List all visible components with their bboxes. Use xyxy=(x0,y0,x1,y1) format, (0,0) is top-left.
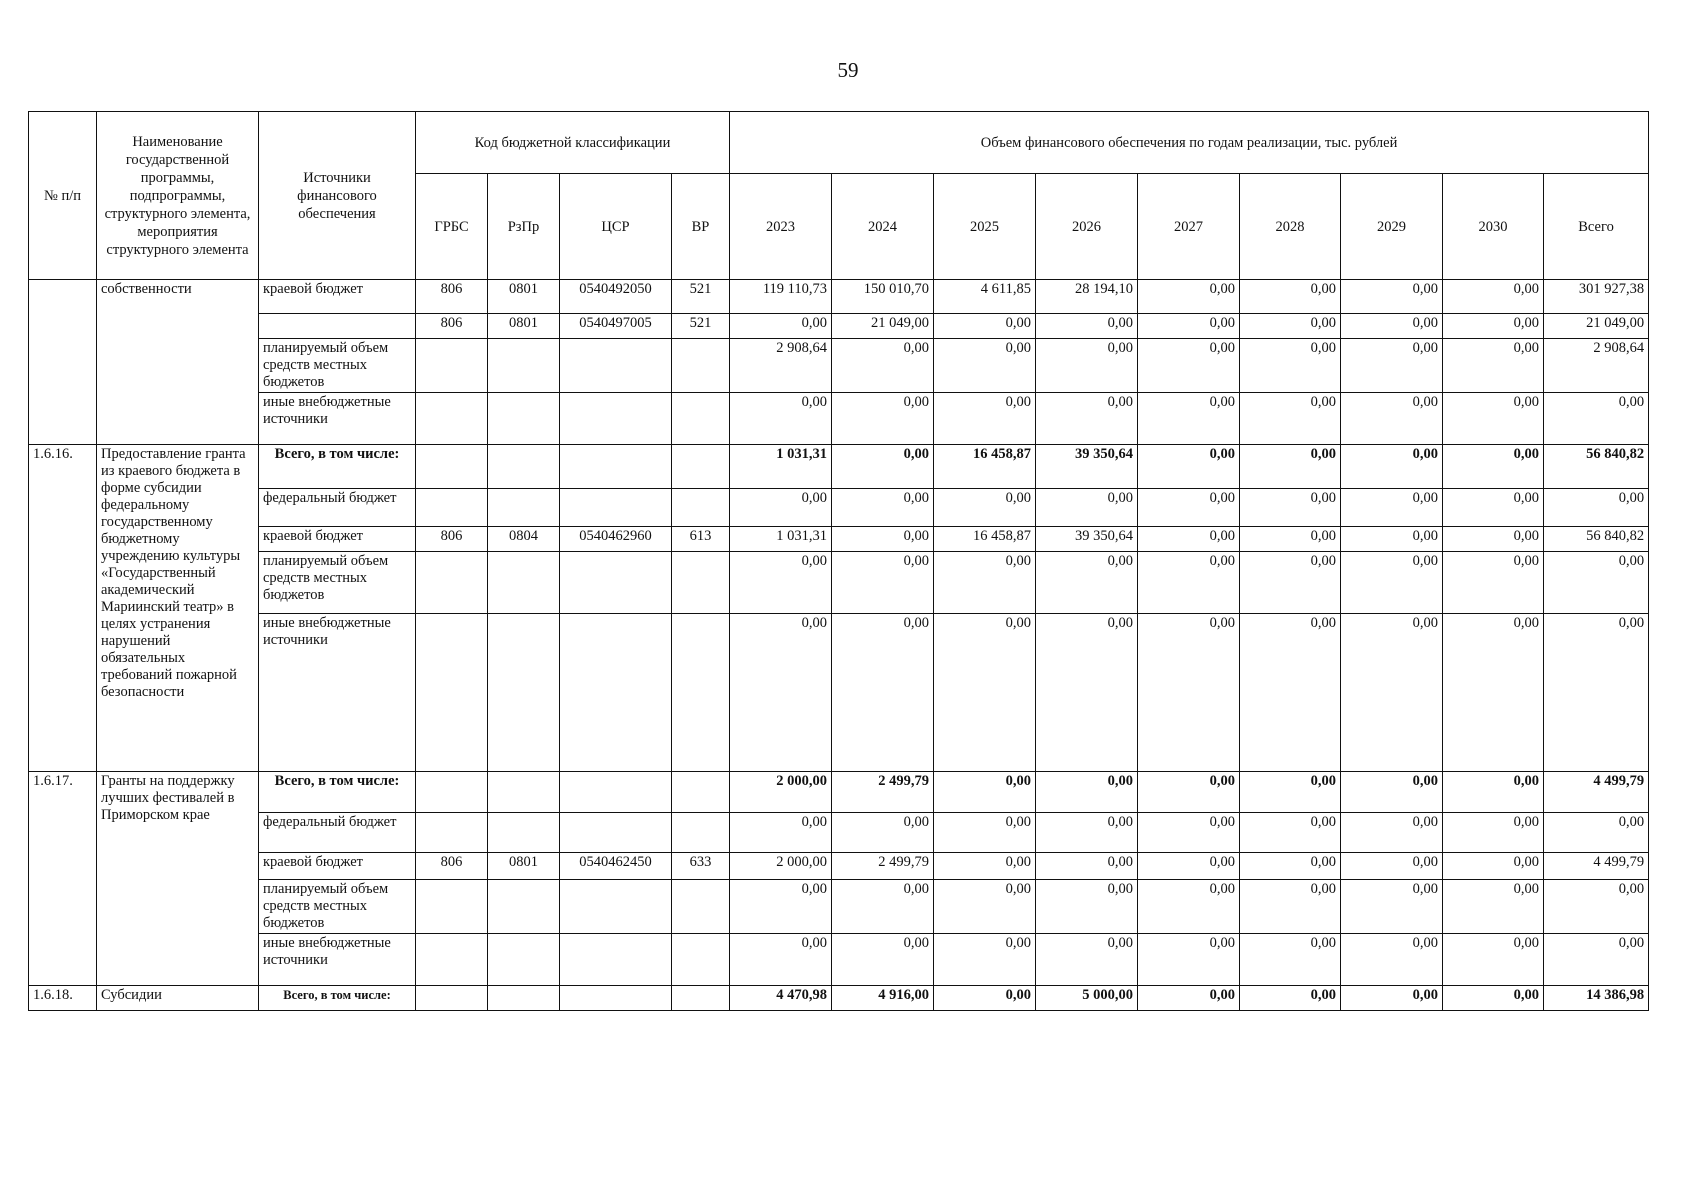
code-cell xyxy=(560,986,672,1011)
value-cell: 0,00 xyxy=(934,813,1036,853)
budget-table xyxy=(28,111,1649,1011)
value-cell: 2 000,00 xyxy=(730,853,832,880)
code-cell xyxy=(416,552,488,614)
value-cell: 0,00 xyxy=(1544,880,1649,934)
value-cell: 0,00 xyxy=(832,489,934,527)
code-cell: 806 xyxy=(416,853,488,880)
code-cell xyxy=(416,393,488,445)
code-cell: 0804 xyxy=(488,527,560,552)
value-cell: 0,00 xyxy=(1341,339,1443,393)
value-cell: 39 350,64 xyxy=(1036,445,1138,489)
source-cell: Всего, в том числе: xyxy=(259,986,416,1011)
code-cell xyxy=(560,445,672,489)
code-cell: 521 xyxy=(672,314,730,339)
source-cell: иные внебюджетные источники xyxy=(259,614,416,772)
value-cell: 0,00 xyxy=(1036,880,1138,934)
value-cell: 0,00 xyxy=(1036,314,1138,339)
table-row xyxy=(29,393,1649,445)
code-cell xyxy=(672,772,730,813)
value-cell: 0,00 xyxy=(1138,339,1240,393)
value-cell: 0,00 xyxy=(832,614,934,772)
code-cell xyxy=(488,772,560,813)
value-cell: 0,00 xyxy=(934,853,1036,880)
value-cell: 0,00 xyxy=(1036,393,1138,445)
header-group-years: Объем финансового обеспечения по годам реализации, тыс. рублей xyxy=(730,112,1649,174)
code-cell: 806 xyxy=(416,527,488,552)
source-cell: планируемый объем средств местных бюджетов xyxy=(259,339,416,393)
value-cell: 4 499,79 xyxy=(1544,853,1649,880)
value-cell: 0,00 xyxy=(1544,489,1649,527)
header-name: Наименование государственной программы, подпрограммы, структурного элемента, мероприятия структурного элемента xyxy=(97,112,259,280)
value-cell: 0,00 xyxy=(1443,527,1544,552)
value-cell: 0,00 xyxy=(934,339,1036,393)
value-cell: 0,00 xyxy=(1341,813,1443,853)
value-cell: 0,00 xyxy=(832,527,934,552)
value-cell: 0,00 xyxy=(1341,280,1443,314)
code-cell xyxy=(416,489,488,527)
value-cell: 0,00 xyxy=(934,772,1036,813)
code-cell xyxy=(488,813,560,853)
value-cell: 0,00 xyxy=(832,445,934,489)
value-cell: 0,00 xyxy=(1443,314,1544,339)
value-cell: 0,00 xyxy=(1036,552,1138,614)
value-cell: 2 499,79 xyxy=(832,853,934,880)
source-cell: планируемый объем средств местных бюджетов xyxy=(259,552,416,614)
header-year-2029: 2029 xyxy=(1341,174,1443,280)
value-cell: 0,00 xyxy=(1138,986,1240,1011)
value-cell: 4 916,00 xyxy=(832,986,934,1011)
value-cell: 0,00 xyxy=(1544,813,1649,853)
table-row xyxy=(29,339,1649,393)
value-cell: 0,00 xyxy=(1138,614,1240,772)
value-cell: 0,00 xyxy=(1341,934,1443,986)
header-year-2024: 2024 xyxy=(832,174,934,280)
code-cell xyxy=(488,880,560,934)
header-year-2030: 2030 xyxy=(1443,174,1544,280)
value-cell: 0,00 xyxy=(934,393,1036,445)
value-cell: 0,00 xyxy=(1341,614,1443,772)
source-cell: федеральный бюджет xyxy=(259,489,416,527)
value-cell: 0,00 xyxy=(1240,853,1341,880)
source-cell: иные внебюджетные источники xyxy=(259,934,416,986)
value-cell: 0,00 xyxy=(1544,934,1649,986)
value-cell: 4 470,98 xyxy=(730,986,832,1011)
code-cell xyxy=(416,934,488,986)
table-row xyxy=(29,314,1649,339)
value-cell: 0,00 xyxy=(1443,880,1544,934)
code-cell xyxy=(672,614,730,772)
value-cell: 0,00 xyxy=(1138,880,1240,934)
value-cell: 0,00 xyxy=(832,339,934,393)
value-cell: 56 840,82 xyxy=(1544,445,1649,489)
value-cell: 0,00 xyxy=(1341,489,1443,527)
table-row xyxy=(29,934,1649,986)
code-cell: 806 xyxy=(416,314,488,339)
header-code-csr: ЦСР xyxy=(560,174,672,280)
header-code-vr: ВР xyxy=(672,174,730,280)
header-code-grbs: ГРБС xyxy=(416,174,488,280)
source-cell: краевой бюджет xyxy=(259,527,416,552)
code-cell xyxy=(416,813,488,853)
value-cell: 0,00 xyxy=(1443,772,1544,813)
value-cell: 0,00 xyxy=(730,489,832,527)
value-cell: 16 458,87 xyxy=(934,527,1036,552)
value-cell: 0,00 xyxy=(1341,445,1443,489)
code-cell xyxy=(672,880,730,934)
value-cell: 0,00 xyxy=(1138,813,1240,853)
code-cell xyxy=(560,614,672,772)
table-row xyxy=(29,280,1649,314)
code-cell xyxy=(416,880,488,934)
source-cell: Всего, в том числе: xyxy=(259,772,416,813)
value-cell: 4 499,79 xyxy=(1544,772,1649,813)
value-cell: 0,00 xyxy=(730,614,832,772)
value-cell: 56 840,82 xyxy=(1544,527,1649,552)
value-cell: 0,00 xyxy=(1443,552,1544,614)
value-cell: 0,00 xyxy=(730,393,832,445)
value-cell: 0,00 xyxy=(1036,772,1138,813)
row-name: Гранты на поддержку лучших фестивалей в Приморском крае xyxy=(97,772,259,986)
value-cell: 0,00 xyxy=(1036,853,1138,880)
code-cell xyxy=(488,445,560,489)
value-cell: 0,00 xyxy=(1240,393,1341,445)
value-cell: 39 350,64 xyxy=(1036,527,1138,552)
row-name: Предоставление гранта из краевого бюджета в форме субсидии федеральному государственному бюджетному учреждению культуры «Государственный академический Мариинский театр» в целях устранения нарушений обязательных требований пожарной безопасности xyxy=(97,445,259,772)
value-cell: 0,00 xyxy=(1138,772,1240,813)
code-cell: 0801 xyxy=(488,280,560,314)
value-cell: 0,00 xyxy=(1443,813,1544,853)
value-cell: 0,00 xyxy=(934,934,1036,986)
code-cell xyxy=(560,880,672,934)
value-cell: 0,00 xyxy=(1138,489,1240,527)
row-index: 1.6.16. xyxy=(29,445,97,772)
value-cell: 0,00 xyxy=(1443,280,1544,314)
row-index: 1.6.18. xyxy=(29,986,97,1011)
value-cell: 0,00 xyxy=(1443,614,1544,772)
source-cell: Всего, в том числе: xyxy=(259,445,416,489)
source-cell: планируемый объем средств местных бюджетов xyxy=(259,880,416,934)
value-cell: 0,00 xyxy=(1138,314,1240,339)
value-cell: 0,00 xyxy=(832,393,934,445)
table-row xyxy=(29,986,1649,1011)
source-cell xyxy=(259,314,416,339)
header-index: № п/п xyxy=(29,112,97,280)
code-cell xyxy=(560,552,672,614)
value-cell: 0,00 xyxy=(1443,339,1544,393)
value-cell: 0,00 xyxy=(1341,527,1443,552)
value-cell: 0,00 xyxy=(1036,614,1138,772)
row-index: 1.6.17. xyxy=(29,772,97,986)
value-cell: 0,00 xyxy=(934,986,1036,1011)
page-number: 59 xyxy=(837,58,859,82)
value-cell: 150 010,70 xyxy=(832,280,934,314)
header-group-codes: Код бюджетной классификации xyxy=(416,112,730,174)
value-cell: 0,00 xyxy=(1240,489,1341,527)
code-cell xyxy=(488,552,560,614)
value-cell: 16 458,87 xyxy=(934,445,1036,489)
code-cell xyxy=(672,552,730,614)
value-cell: 0,00 xyxy=(832,552,934,614)
table-row xyxy=(29,614,1649,772)
table-row xyxy=(29,489,1649,527)
code-cell xyxy=(672,393,730,445)
value-cell: 0,00 xyxy=(1138,853,1240,880)
value-cell: 0,00 xyxy=(1240,880,1341,934)
header-year-2028: 2028 xyxy=(1240,174,1341,280)
code-cell xyxy=(416,614,488,772)
value-cell: 0,00 xyxy=(1341,772,1443,813)
code-cell xyxy=(488,339,560,393)
code-cell: 613 xyxy=(672,527,730,552)
header-code-rzpr: РзПр xyxy=(488,174,560,280)
code-cell xyxy=(488,934,560,986)
code-cell: 521 xyxy=(672,280,730,314)
value-cell: 0,00 xyxy=(1544,614,1649,772)
code-cell: 0540462450 xyxy=(560,853,672,880)
value-cell: 0,00 xyxy=(1138,527,1240,552)
value-cell: 0,00 xyxy=(1240,934,1341,986)
value-cell: 0,00 xyxy=(1138,552,1240,614)
value-cell: 0,00 xyxy=(1240,445,1341,489)
value-cell: 0,00 xyxy=(1240,314,1341,339)
source-cell: федеральный бюджет xyxy=(259,813,416,853)
table-row xyxy=(29,445,1649,489)
value-cell: 0,00 xyxy=(1138,934,1240,986)
value-cell: 0,00 xyxy=(1036,934,1138,986)
value-cell: 0,00 xyxy=(730,552,832,614)
value-cell: 0,00 xyxy=(1443,393,1544,445)
source-cell: краевой бюджет xyxy=(259,280,416,314)
value-cell: 0,00 xyxy=(1036,813,1138,853)
value-cell: 0,00 xyxy=(1341,393,1443,445)
table-header xyxy=(29,112,1649,280)
value-cell: 0,00 xyxy=(730,880,832,934)
value-cell: 119 110,73 xyxy=(730,280,832,314)
value-cell: 2 499,79 xyxy=(832,772,934,813)
code-cell xyxy=(488,489,560,527)
code-cell xyxy=(560,339,672,393)
code-cell xyxy=(560,813,672,853)
value-cell: 21 049,00 xyxy=(832,314,934,339)
code-cell xyxy=(488,986,560,1011)
code-cell xyxy=(672,813,730,853)
value-cell: 0,00 xyxy=(1443,934,1544,986)
value-cell: 0,00 xyxy=(730,934,832,986)
value-cell: 301 927,38 xyxy=(1544,280,1649,314)
code-cell xyxy=(672,445,730,489)
value-cell: 0,00 xyxy=(934,614,1036,772)
header-source: Источники финансового обеспечения xyxy=(259,112,416,280)
value-cell: 0,00 xyxy=(730,314,832,339)
value-cell: 1 031,31 xyxy=(730,445,832,489)
code-cell: 806 xyxy=(416,280,488,314)
value-cell: 0,00 xyxy=(1138,445,1240,489)
code-cell xyxy=(560,489,672,527)
header-year-2023: 2023 xyxy=(730,174,832,280)
code-cell: 633 xyxy=(672,853,730,880)
code-cell xyxy=(560,772,672,813)
code-cell xyxy=(672,934,730,986)
header-total: Всего xyxy=(1544,174,1649,280)
value-cell: 0,00 xyxy=(1240,339,1341,393)
value-cell: 0,00 xyxy=(832,880,934,934)
code-cell xyxy=(488,393,560,445)
value-cell: 0,00 xyxy=(1544,393,1649,445)
value-cell: 28 194,10 xyxy=(1036,280,1138,314)
source-cell: иные внебюджетные источники xyxy=(259,393,416,445)
code-cell xyxy=(416,986,488,1011)
value-cell: 2 000,00 xyxy=(730,772,832,813)
code-cell: 0540497005 xyxy=(560,314,672,339)
value-cell: 0,00 xyxy=(1036,489,1138,527)
value-cell: 0,00 xyxy=(1443,445,1544,489)
code-cell xyxy=(672,489,730,527)
code-cell: 0540492050 xyxy=(560,280,672,314)
value-cell: 5 000,00 xyxy=(1036,986,1138,1011)
code-cell xyxy=(416,445,488,489)
code-cell: 0801 xyxy=(488,314,560,339)
header-year-2025: 2025 xyxy=(934,174,1036,280)
value-cell: 0,00 xyxy=(1240,813,1341,853)
value-cell: 0,00 xyxy=(1443,986,1544,1011)
row-index xyxy=(29,280,97,445)
table-row xyxy=(29,880,1649,934)
value-cell: 1 031,31 xyxy=(730,527,832,552)
header-year-2026: 2026 xyxy=(1036,174,1138,280)
value-cell: 0,00 xyxy=(1443,489,1544,527)
table-row xyxy=(29,772,1649,813)
table-row xyxy=(29,853,1649,880)
table-body xyxy=(29,280,1649,1011)
value-cell: 0,00 xyxy=(1240,986,1341,1011)
value-cell: 0,00 xyxy=(1138,393,1240,445)
code-cell xyxy=(416,339,488,393)
code-cell xyxy=(672,986,730,1011)
value-cell: 0,00 xyxy=(934,314,1036,339)
value-cell: 0,00 xyxy=(1036,339,1138,393)
value-cell: 0,00 xyxy=(1341,314,1443,339)
value-cell: 0,00 xyxy=(1341,986,1443,1011)
table-row xyxy=(29,813,1649,853)
value-cell: 0,00 xyxy=(1240,552,1341,614)
value-cell: 0,00 xyxy=(1443,853,1544,880)
value-cell: 0,00 xyxy=(832,813,934,853)
code-cell xyxy=(416,772,488,813)
value-cell: 0,00 xyxy=(1240,280,1341,314)
value-cell: 2 908,64 xyxy=(1544,339,1649,393)
value-cell: 0,00 xyxy=(934,552,1036,614)
table-row xyxy=(29,552,1649,614)
value-cell: 21 049,00 xyxy=(1544,314,1649,339)
value-cell: 0,00 xyxy=(934,880,1036,934)
code-cell xyxy=(560,934,672,986)
header-year-2027: 2027 xyxy=(1138,174,1240,280)
code-cell: 0540462960 xyxy=(560,527,672,552)
value-cell: 0,00 xyxy=(1240,527,1341,552)
code-cell xyxy=(672,339,730,393)
code-cell: 0801 xyxy=(488,853,560,880)
value-cell: 0,00 xyxy=(1138,280,1240,314)
value-cell: 0,00 xyxy=(934,489,1036,527)
value-cell: 14 386,98 xyxy=(1544,986,1649,1011)
table-row xyxy=(29,527,1649,552)
row-name: собственности xyxy=(97,280,259,445)
value-cell: 0,00 xyxy=(1341,880,1443,934)
value-cell: 0,00 xyxy=(1544,552,1649,614)
value-cell: 2 908,64 xyxy=(730,339,832,393)
code-cell xyxy=(560,393,672,445)
value-cell: 0,00 xyxy=(1240,614,1341,772)
value-cell: 0,00 xyxy=(1341,552,1443,614)
value-cell: 4 611,85 xyxy=(934,280,1036,314)
value-cell: 0,00 xyxy=(1341,853,1443,880)
row-name: Субсидии xyxy=(97,986,259,1011)
source-cell: краевой бюджет xyxy=(259,853,416,880)
value-cell: 0,00 xyxy=(832,934,934,986)
value-cell: 0,00 xyxy=(730,813,832,853)
code-cell xyxy=(488,614,560,772)
value-cell: 0,00 xyxy=(1240,772,1341,813)
